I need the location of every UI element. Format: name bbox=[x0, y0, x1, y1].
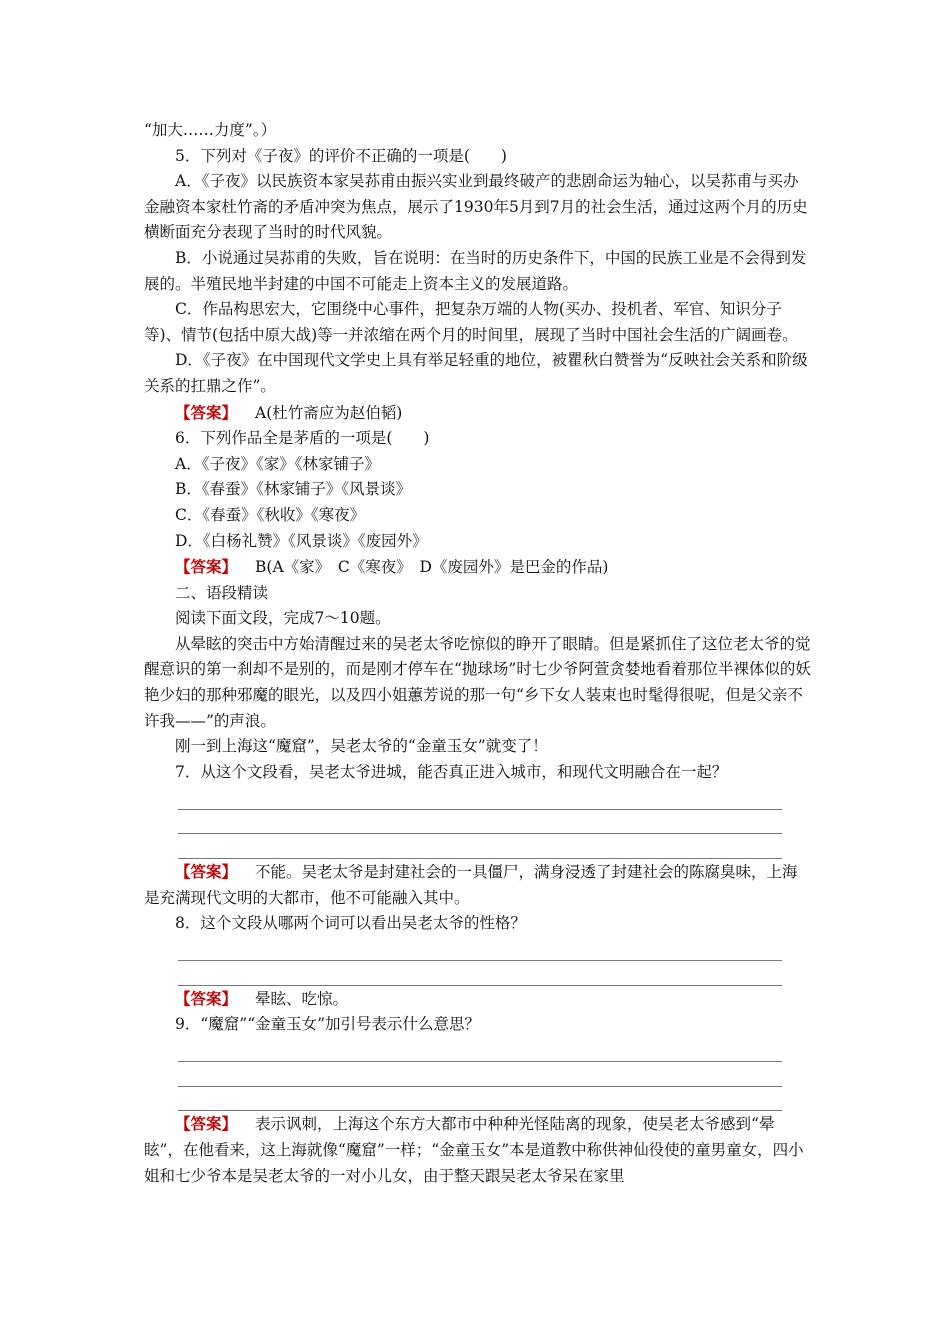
q6-stem: 6．下列作品全是茅盾的一项是( ) bbox=[175, 429, 430, 448]
q6-answer-text: B(A《家》 C《寒夜》 D《废园外》是巴金的作品) bbox=[255, 558, 609, 577]
q8-answer-text: 晕眩、吃惊。 bbox=[255, 989, 349, 1008]
q4-tail: “加大……力度”。） bbox=[144, 121, 277, 139]
answer-label: 【答案】 bbox=[175, 402, 238, 422]
q5-answer-text: A(杜竹斋应为赵伯韬) bbox=[255, 403, 403, 422]
answer-blank-line[interactable] bbox=[178, 1062, 782, 1087]
q5-option-c: C．作品构思宏大，它围绕中心事件，把复杂万端的人物(买办、投机者、军官、知识分子等)、情节(包括中原大战)等一并浓缩在两个月的时间里，展现了当时中国社会生活的广阔画卷。 bbox=[144, 300, 798, 344]
passage-paragraph-2: 刚一到上海这“魔窟”，吴老太爷的“金童玉女”就变了！ bbox=[175, 737, 548, 756]
answer-label: 【答案】 bbox=[175, 861, 238, 881]
answer-blank-line[interactable] bbox=[178, 1038, 782, 1063]
q7-stem: 7．从这个文段看，吴老太爷进城，能否真正进入城市，和现代文明融合在一起？ bbox=[175, 762, 728, 781]
q6-option-c: C．《春蚕》《秋收》《寒夜》 bbox=[175, 505, 366, 524]
q9-answer-text: 表示讽刺，上海这个东方大都市中种种光怪陆离的现象，使吴老太爷感到“晕眩”，在他看来，这上海就像“魔窟”一样；“金童玉女”本是道教中称供神仙役使的童男童女，四小姐和七少爷本是吴老太爷的一对小儿女，由于整天跟吴老太爷呆在家里 bbox=[144, 1115, 804, 1185]
q7-answer-text: 不能。吴老太爷是封建社会的一具僵尸，满身浸透了封建社会的陈腐臭味，上海是充满现代文明的大都市，他不可能融入其中。 bbox=[144, 862, 798, 907]
document-content bbox=[144, 118, 812, 1189]
q9-answer bbox=[144, 1111, 812, 1189]
answer-blank-line[interactable] bbox=[178, 834, 782, 859]
answer-blank-line[interactable] bbox=[178, 937, 782, 962]
section-heading: 二、语段精读 bbox=[175, 583, 269, 602]
q6-option-a: A．《子夜》《家》《林家铺子》 bbox=[175, 454, 380, 473]
answer-blank-line[interactable] bbox=[178, 961, 782, 986]
q6-option-b: B．《春蚕》《林家铺子》《风景谈》 bbox=[175, 480, 412, 499]
answer-blank-line[interactable] bbox=[178, 1087, 782, 1112]
q5-option-a: A．《子夜》以民族资本家吴荪甫由振兴实业到最终破产的悲剧命运为轴心，以吴荪甫与买办金融资本家杜竹斋的矛盾冲突为焦点，展示了1930年5月到7月的社会生活，通过这两个月的历史横断面充分表现了当时的时代风貌。 bbox=[144, 172, 808, 242]
answer-label: 【答案】 bbox=[175, 988, 238, 1008]
q6-option-d: D．《白杨礼赞》《风景谈》《废园外》 bbox=[175, 531, 428, 550]
q8-answer bbox=[144, 986, 812, 1013]
answer-label: 【答案】 bbox=[175, 557, 238, 577]
q5-option-b: B．小说通过吴荪甫的失败，旨在说明：在当时的历史条件下，中国的民族工业是不会得到发展的。半殖民地半封建的中国不可能走上资本主义的发展道路。 bbox=[144, 248, 807, 293]
passage-paragraph-1: 从晕眩的突击中方始清醒过来的吴老太爷吃惊似的睁开了眼睛。但是紧抓住了这位老太爷的觉醒意识的第一刹却不是别的，而是刚才停车在“抛球场”时七少爷阿萱贪婪地看着那位半裸体似的妖艳少妇的那种邪魔的眼光，以及四小姐蕙芳说的那一句“乡下女人装束也时髦得很呢，但是父亲不许我——”的声浪。 bbox=[144, 634, 811, 730]
answer-blank-line[interactable] bbox=[178, 785, 782, 810]
reading-instruction: 阅读下面文段，完成7～10题。 bbox=[175, 609, 391, 628]
answer-label: 【答案】 bbox=[175, 1114, 238, 1134]
q5-answer bbox=[144, 400, 812, 427]
q7-answer bbox=[144, 859, 812, 911]
q8-stem: 8．这个文段从哪两个词可以看出吴老太爷的性格？ bbox=[175, 914, 526, 933]
q6-answer bbox=[144, 554, 812, 581]
q5-stem: 5．下列对《子夜》的评价不正确的一项是( ) bbox=[175, 146, 507, 165]
answer-blank-line[interactable] bbox=[178, 810, 782, 835]
q5-option-d: D．《子夜》在中国现代文学史上具有举足轻重的地位，被瞿秋白赞誉为“反映社会关系和阶级关系的扛鼎之作”。 bbox=[144, 351, 808, 395]
q9-stem: 9．“魔窟”“金童玉女”加引号表示什么意思？ bbox=[175, 1015, 481, 1034]
